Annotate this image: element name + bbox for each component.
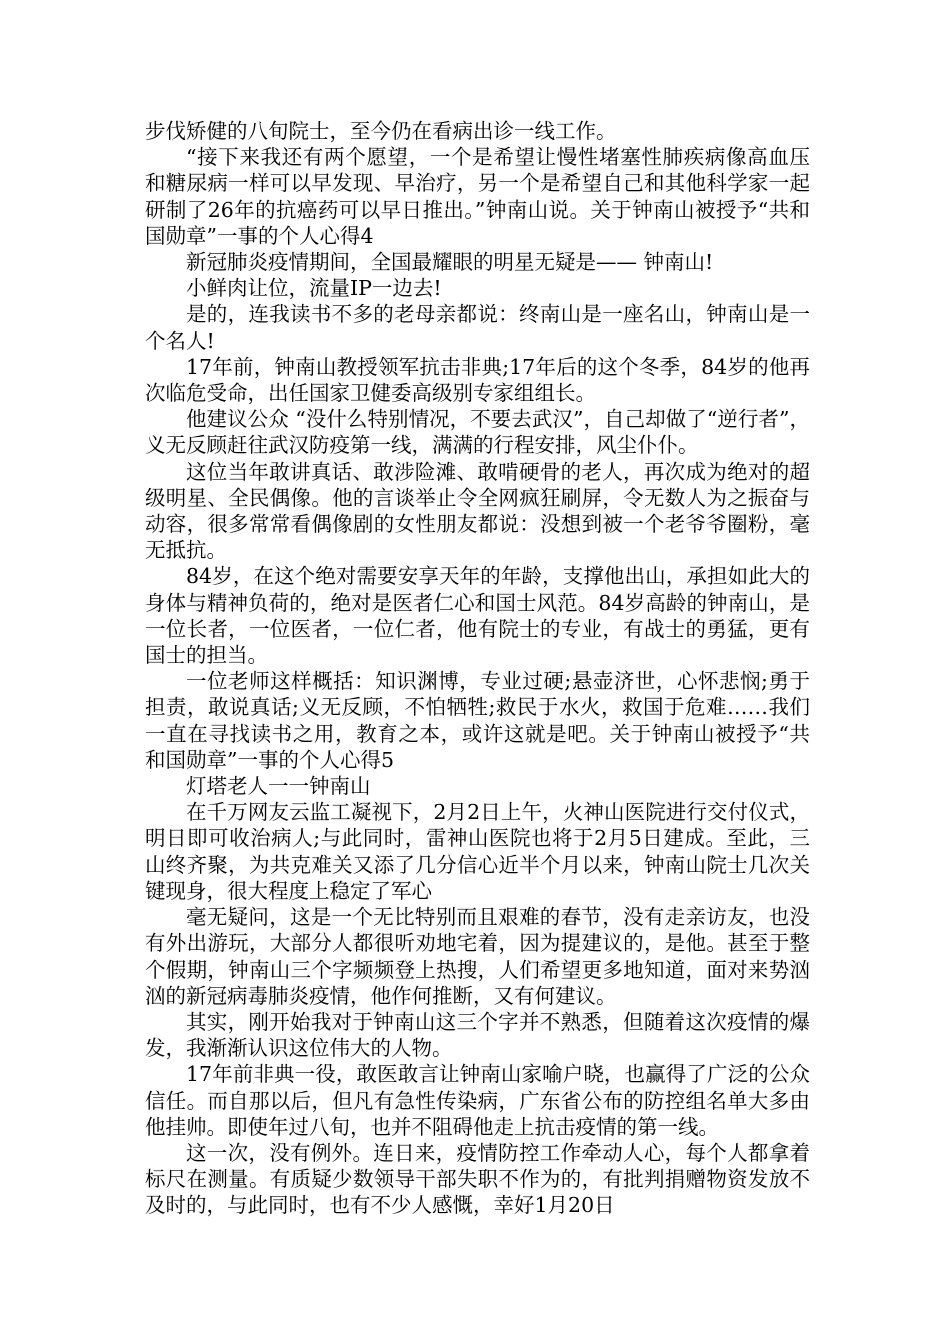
- paragraph-4: 小鲜肉让位，流量IP一边去!: [186, 276, 442, 301]
- paragraph-6: 17年前，钟南山教授领军抗击非典;17年后的这个冬季，84岁的他再次临危受命，出任国家卫健委高级别专家组组长。: [145, 354, 810, 406]
- paragraph-11: 灯塔老人一一钟南山: [186, 774, 371, 799]
- paragraph-7: 他建议公众 “没什么特别情况，不要去武汉”，自己却做了“逆行者”，义无反顾赶往武汉防疫第一线，满满的行程安排，风尘仆仆。: [145, 407, 810, 458]
- paragraph-14: 其实，刚开始我对于钟南山这三个字并不熟悉，但随着这次疫情的爆发，我渐渐认识这位伟大的人物。: [145, 1009, 810, 1061]
- paragraph-16: 这一次，没有例外。连日来，疫情防控工作牵动人心，每个人都拿着标尺在测量。有质疑少数领导干部失职不作为的，有批判捐赠物资发放不及时的，与此同时，也有不少人感慨，幸好1月20日: [145, 1140, 810, 1218]
- paragraph-5: 是的，连我读书不多的老母亲都说：终南山是一座名山，钟南山是一个名人!: [145, 302, 810, 353]
- paragraph-8: 这位当年敢讲真话、敢涉险滩、敢啃硬骨的老人，再次成为绝对的超级明星、全民偶像。他的言谈举止令全网疯狂刷屏，令无数人为之振奋与动容，很多常常看偶像剧的女性朋友都说：没想到被一个老爷爷圈粉，毫无抵抗。: [145, 459, 810, 563]
- paragraph-1: 步伐矫健的八旬院士，至今仍在看病出诊一线工作。: [145, 119, 617, 143]
- paragraph-12: 在千万网友云监工凝视下，2月2日上午，火神山医院进行交付仪式，明日即可收治病人;与此同时，雷神山医院也将于2月5日建成。至此，三山终齐聚，为共克难关又添了几分信心近半个月以来，钟南山院士几次关键现身，很大程度上稳定了军心: [145, 800, 810, 903]
- paragraph-2: “接下来我还有两个愿望，一个是希望让慢性堵塞性肺疾病像高血压和糖尿病一样可以早发现、早治疗，另一个是希望自己和其他科学家一起研制了26年的抗癌药可以早日推出。”钟南山说。关于钟南山被授予“共和国勋章”一事的个人心得4: [145, 145, 810, 248]
- paragraph-3: 新冠肺炎疫情期间，全国最耀眼的明星无疑是—— 钟南山!: [186, 250, 714, 275]
- document-page: [145, 118, 810, 1219]
- paragraph-15: 17年前非典一役，敢医敢言让钟南山家喻户晓，也赢得了广泛的公众信任。而自那以后，但凡有急性传染病，广东省公布的防控组名单大多由他挂帅。即使年过八旬，也并不阻碍他走上抗击疫情的第一线。: [145, 1062, 810, 1139]
- paragraph-10: 一位老师这样概括：知识渊博，专业过硬;悬壶济世，心怀悲悯;勇于担责，敢说真话;义无反顾，不怕牺牲;救民于水火，救国于危难……我们一直在寻找读书之用，教育之本，或许这就是吧。关于钟南山被授予“共和国勋章”一事的个人心得5: [145, 669, 810, 772]
- paragraph-13: 毫无疑问，这是一个无比特别而且艰难的春节，没有走亲访友，也没有外出游玩，大部分人都很听劝地宅着，因为提建议的，是他。甚至于整个假期，钟南山三个字频频登上热搜，人们希望更多地知道，面对来势汹汹的新冠病毒肺炎疫情，他作何推断，又有何建议。: [145, 905, 810, 1008]
- paragraph-9: 84岁，在这个绝对需要安享天年的年龄，支撑他出山，承担如此大的身体与精神负荷的，绝对是医者仁心和国士风范。84岁高龄的钟南山，是一位长者，一位医者，一位仁者，他有院士的专业，有战士的勇猛，更有国士的担当。: [145, 564, 810, 668]
